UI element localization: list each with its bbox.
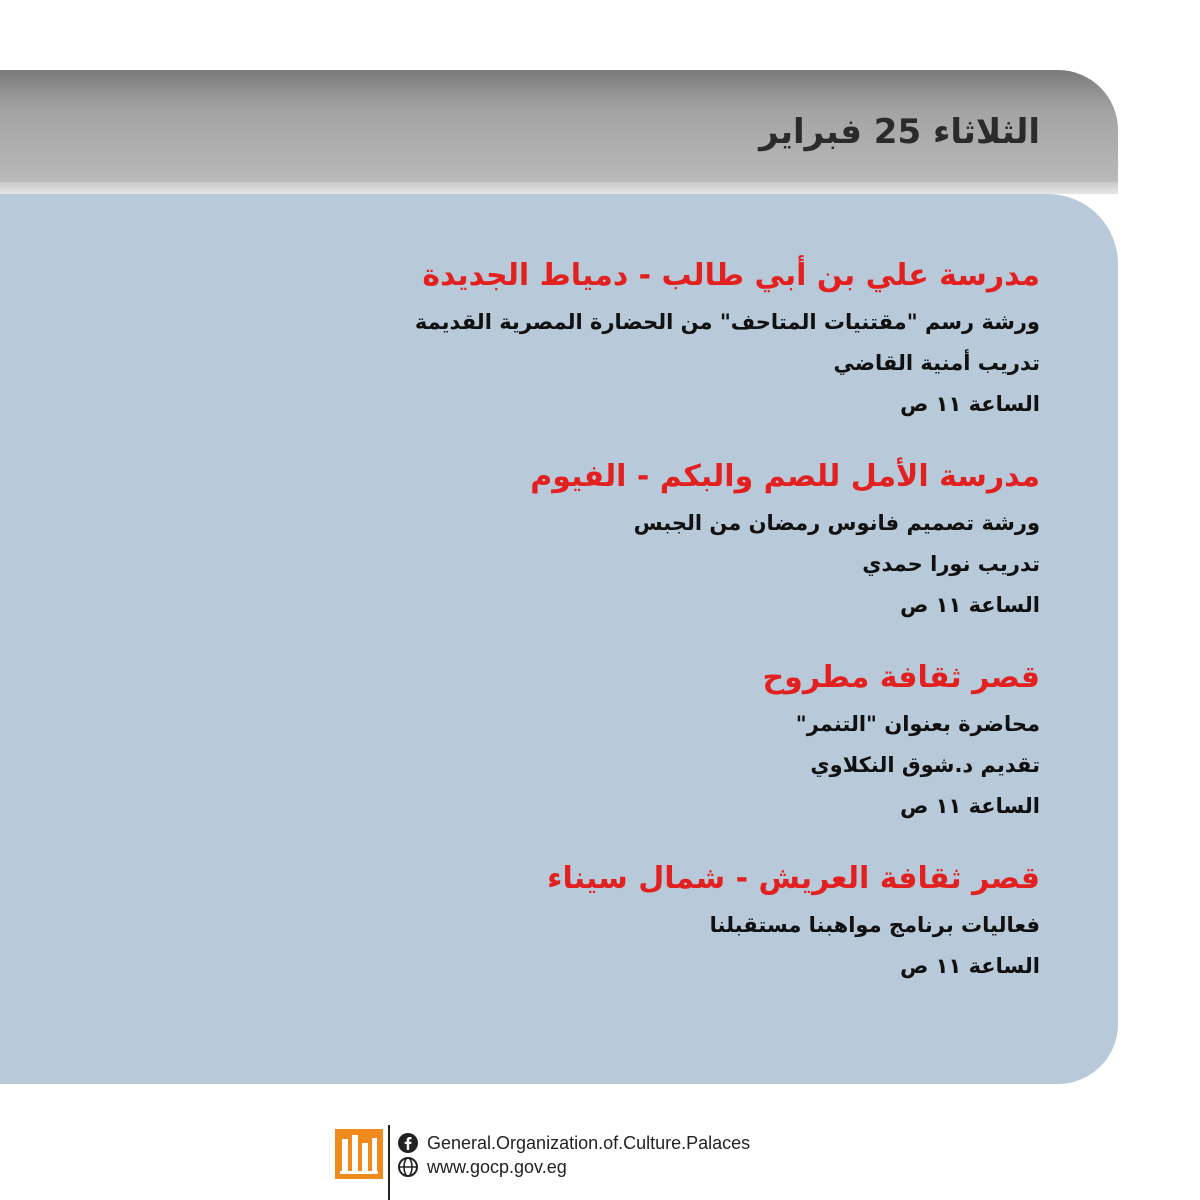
event-venue: قصر ثقافة العريش - شمال سيناء — [547, 861, 1040, 896]
event-time: الساعة ١١ ص — [900, 954, 1040, 978]
event-activity: فعاليات برنامج مواهبنا مستقبلنا — [709, 913, 1040, 937]
event-time: الساعة ١١ ص — [900, 392, 1040, 416]
facebook-icon — [397, 1132, 419, 1154]
globe-icon — [397, 1156, 419, 1178]
event-time: الساعة ١١ ص — [900, 794, 1040, 818]
footer-divider — [388, 1125, 390, 1200]
event-item — [220, 652, 1040, 827]
event-item — [220, 853, 1040, 987]
footer — [335, 1125, 755, 1200]
website-link[interactable] — [397, 1155, 567, 1179]
event-activity: ورشة تصميم فانوس رمضان من الجبس — [633, 511, 1040, 535]
event-venue: مدرسة علي بن أبي طالب - دمياط الجديدة — [422, 258, 1040, 293]
event-time: الساعة ١١ ص — [900, 593, 1040, 617]
header-shadow — [0, 182, 1118, 194]
events-list — [220, 250, 1040, 1013]
event-item — [220, 451, 1040, 626]
event-presenter: تقديم د.شوق النكلاوي — [810, 753, 1040, 777]
event-item — [220, 250, 1040, 425]
event-activity: محاضرة بعنوان "التنمر" — [795, 712, 1040, 736]
facebook-page-name: General.Organization.of.Culture.Palaces — [427, 1132, 751, 1153]
page-title: الثلاثاء 25 فبراير — [759, 112, 1040, 152]
event-activity: ورشة رسم "مقتنيات المتاحف" من الحضارة المصرية القديمة — [414, 310, 1040, 334]
event-venue: قصر ثقافة مطروح — [762, 660, 1040, 695]
event-venue: مدرسة الأمل للصم والبكم - الفيوم — [530, 459, 1040, 494]
event-trainer: تدريب أمنية القاضي — [833, 351, 1040, 375]
website-url: www.gocp.gov.eg — [427, 1156, 567, 1177]
event-trainer: تدريب نورا حمدي — [862, 552, 1040, 576]
facebook-link[interactable] — [397, 1131, 750, 1155]
gocp-logo — [335, 1129, 383, 1179]
